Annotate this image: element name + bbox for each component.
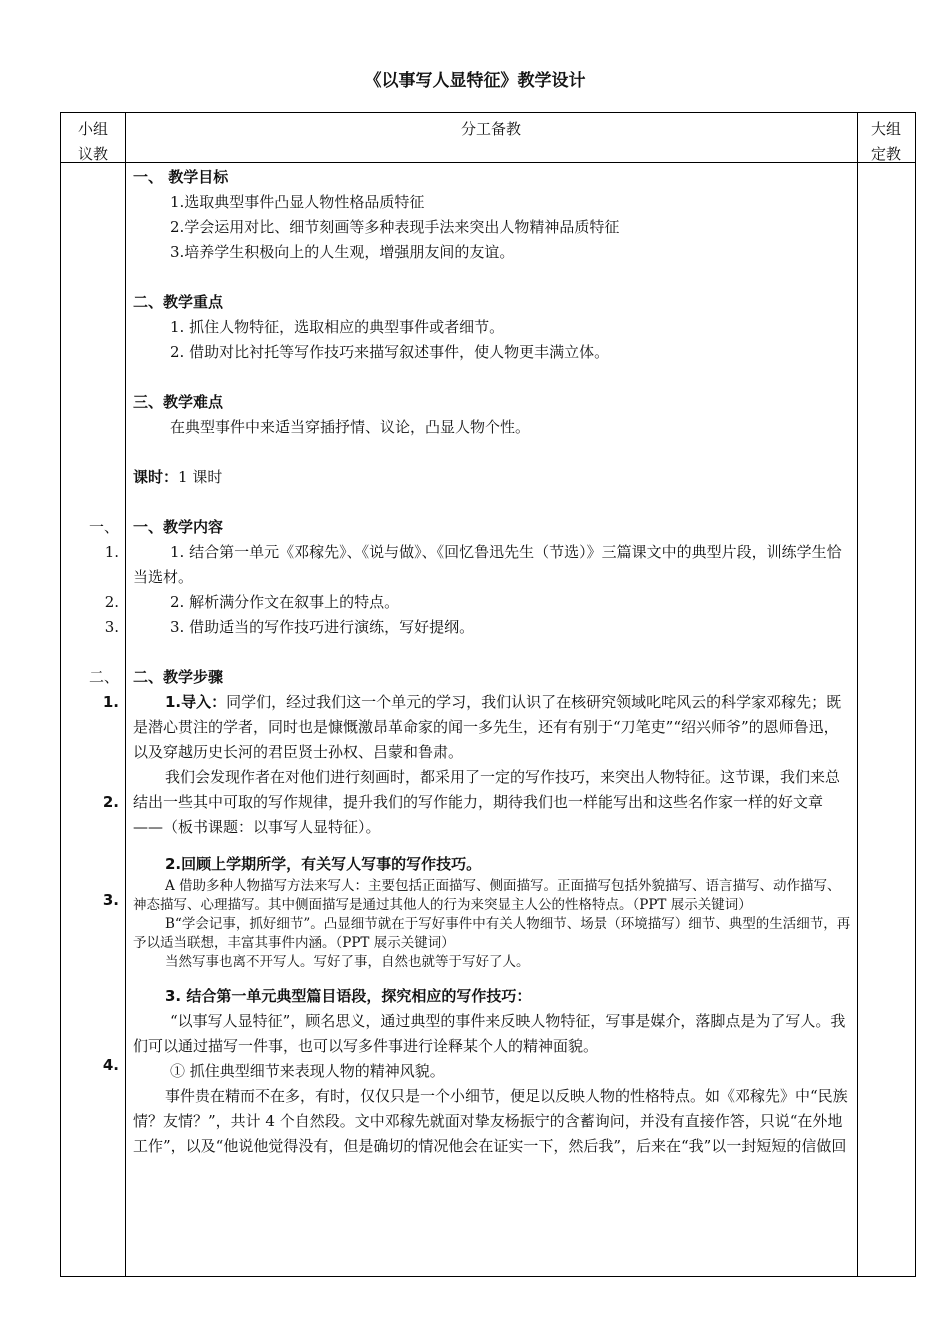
class-hours-value: 1 课时 (178, 468, 223, 486)
header-division-prep (125, 117, 857, 142)
technique-item: 当然写事也离不开写人。写好了事，自然也就等于写好了人。 (165, 954, 530, 970)
document-title: 《以事写人显特征》教学设计 (364, 71, 586, 91)
left-marker: 2. (104, 593, 119, 611)
content-item: 3. 借助适当的写作技巧进行演练，写好提纲。 (170, 618, 475, 636)
goal-item: 3.培养学生积极向上的人生观，增强朋友间的友谊。 (170, 243, 515, 261)
goal-item: 2.学会运用对比、细节刻画等多种表现手法来突出人物精神品质特征 (170, 218, 620, 236)
class-hours (133, 465, 851, 490)
header-text: 大组 (870, 120, 901, 138)
key-point-item: 1. 抓住人物特征，选取相应的典型事件或者细节。 (170, 318, 505, 336)
header-text: 定教 (870, 145, 901, 163)
header-text: 分工备教 (460, 120, 521, 138)
step-heading: 2.回顾上学期所学，有关写人写事的写作技巧。 (165, 855, 482, 873)
step-heading: 3. 结合第一单元典型篇目语段，探究相应的写作技巧： (165, 987, 532, 1005)
header-divider (61, 162, 915, 163)
section-heading: 二、教学重点 (133, 293, 224, 311)
section-heading: 三、教学难点 (133, 393, 224, 411)
left-marker: 3. (102, 891, 119, 909)
left-marker: 1. (102, 693, 119, 711)
lesson-content (133, 165, 851, 1159)
step-text: 同学们，经过我们这一个单元的学习，我们认识了在核研究领域叱咤风云的科学家邓稼先；既是潜心贯注的学者，同时也是慷慨激昂革命家的闻一多先生，还有有别于“刀笔吏”“绍兴师爷”的恩师鲁迅，以及穿越历史长河的君臣贤士孙权、吕蒙和鲁肃。 (133, 693, 842, 761)
header-team-decision (857, 117, 915, 167)
left-marker: 一、 (88, 518, 119, 536)
left-marker: 2. (102, 793, 119, 811)
column-divider (125, 113, 126, 1276)
column-divider (857, 113, 858, 1276)
header-text: 小组 (77, 120, 108, 138)
step-paragraph (133, 690, 851, 765)
class-hours-label: 课时： (133, 468, 179, 486)
left-marker: 1. (104, 543, 119, 561)
step-paragraph: 事件贵在精而不在多，有时，仅仅只是一个小细节，便足以反映人物的性格特点。如《邓稼先》中“民族情？友情？”，共计 4 个自然段。文中邓稼先就面对挚友杨振宁的含蓄询问，并没有直接作答，只说“在外地工作”，以及“他说他觉得没有，但是确切的情况他会在证实一下，然后我”，后来在“我”以一封短短的信做回 (133, 1087, 848, 1155)
left-marker: 二、 (88, 668, 119, 686)
header-text: 议教 (77, 145, 108, 163)
technique-item: B“学会记事，抓好细节”。凸显细节就在于写好事件中有关人物细节、场景（环境描写）细节、典型的生活细节，再予以适当联想，丰富其事件内涵。（PPT 展示关键词） (133, 916, 851, 951)
step-paragraph: ① 抓住典型细节来表现人物的精神风貌。 (170, 1062, 445, 1080)
section-heading: 一、教学内容 (133, 518, 224, 536)
lesson-plan-table (60, 112, 916, 1277)
section-heading: 一、 教学目标 (133, 168, 229, 186)
left-marker: 3. (104, 618, 119, 636)
header-group-discussion (61, 117, 125, 167)
section-heading: 二、教学步骤 (133, 668, 224, 686)
difficulty-item: 在典型事件中来适当穿插抒情、议论，凸显人物个性。 (170, 418, 531, 436)
technique-item: A 借助多种人物描写方法来写人：主要包括正面描写、侧面描写。正面描写包括外貌描写、语言描写、动作描写、神态描写、心理描写。其中侧面描写是通过其他人的行为来突显主人公的性格特点。（PPT 展示关键词） (133, 878, 841, 913)
content-item: 2. 解析满分作文在叙事上的特点。 (170, 593, 400, 611)
content-item: 1. 结合第一单元《邓稼先》、《说与做》、《回忆鲁迅先生（节选）》三篇课文中的典型片段，训练学生恰当选材。 (133, 543, 842, 586)
step-paragraph: 我们会发现作者在对他们进行刻画时，都采用了一定的写作技巧，来突出人物特征。这节课，我们来总结出一些其中可取的写作规律，提升我们的写作能力，期待我们也一样能写出和这些名作家一样的好文章——（板书课题：以事写人显特征）。 (133, 768, 841, 836)
goal-item: 1.选取典型事件凸显人物性格品质特征 (170, 193, 425, 211)
step-paragraph: “以事写人显特征”，顾名思义，通过典型的事件来反映人物特征，写事是媒介，落脚点是为了写人。我们可以通过描写一件事，也可以写多件事进行诠释某个人的精神面貌。 (133, 1012, 846, 1055)
left-marker: 4. (102, 1056, 119, 1074)
step-label: 1.导入： (165, 693, 227, 711)
key-point-item: 2. 借助对比衬托等写作技巧来描写叙述事件，使人物更丰满立体。 (170, 343, 610, 361)
